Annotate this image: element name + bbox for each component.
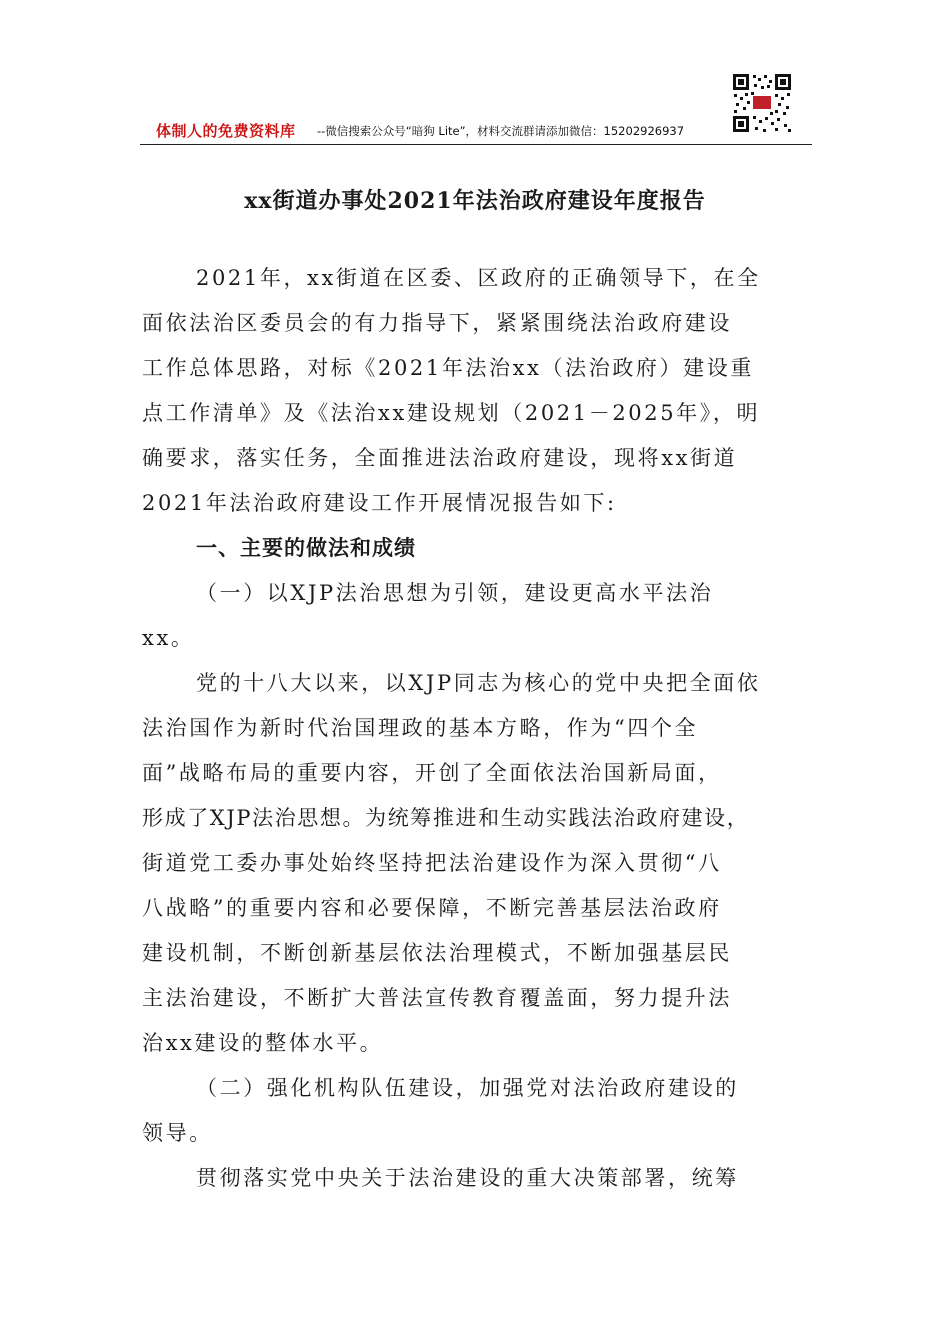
- document-title: xx街道办事处2021年法治政府建设年度报告: [244, 188, 706, 214]
- page-header: [140, 118, 812, 146]
- paragraph-line: 工作总体思路，对标《2021年法治xx（法治政府）建设重: [142, 356, 754, 380]
- paragraph-line: 形成了XJP法治思想。为统筹推进和生动实践法治政府建设，: [142, 806, 750, 830]
- paragraph-line: 2021年法治政府建设工作开展情况报告如下:: [142, 491, 617, 515]
- paragraph-line: 治xx建设的整体水平。: [142, 1031, 384, 1055]
- paragraph-line: 确要求，落实任务，全面推进法治政府建设，现将xx街道: [142, 446, 738, 470]
- paragraph-line: 面依法治区委员会的有力指导下，紧紧围绕法治政府建设: [142, 311, 732, 335]
- paragraph-line: 2021年，xx街道在区委、区政府的正确领导下，在全: [196, 266, 761, 290]
- paragraph-line: 贯彻落实党中央关于法治建设的重大决策部署，统筹: [196, 1166, 739, 1190]
- paragraph-line: 法治国作为新时代治国理政的基本方略，作为“四个全: [142, 716, 699, 740]
- paragraph-line: 八战略”的重要内容和必要保障，不断完善基层法治政府: [142, 896, 722, 920]
- paragraph-line: 主法治建设，不断扩大普法宣传教育覆盖面，努力提升法: [142, 986, 732, 1010]
- subsection-heading: （一）以XJP法治思想为引领，建设更高水平法治: [196, 581, 714, 605]
- qr-code-icon: [731, 72, 793, 134]
- paragraph-line: 面”战略布局的重要内容，开创了全面依法治国新局面，: [142, 761, 722, 785]
- paragraph-line: 街道党工委办事处始终坚持把法治建设作为深入贯彻“八: [142, 851, 722, 875]
- header-divider: [140, 144, 812, 145]
- header-brand: 体制人的免费资料库: [156, 122, 296, 140]
- paragraph-line: 建设机制，不断创新基层依法治理模式，不断加强基层民: [142, 941, 732, 965]
- subsection-heading: （二）强化机构队伍建设，加强党对法治政府建设的: [196, 1076, 739, 1100]
- header-note: --微信搜索公众号“暗狗 Lite”，材料交流群请添加微信：15202926937: [317, 124, 685, 138]
- section-heading: 一、主要的做法和成绩: [196, 536, 416, 560]
- paragraph-line: 党的十八大以来，以XJP同志为核心的党中央把全面依: [196, 671, 761, 695]
- paragraph-line: 领导。: [142, 1121, 213, 1145]
- paragraph-line: 点工作清单》及《法治xx建设规划（2021－2025年》，明: [142, 401, 761, 425]
- paragraph-line: xx。: [142, 626, 195, 650]
